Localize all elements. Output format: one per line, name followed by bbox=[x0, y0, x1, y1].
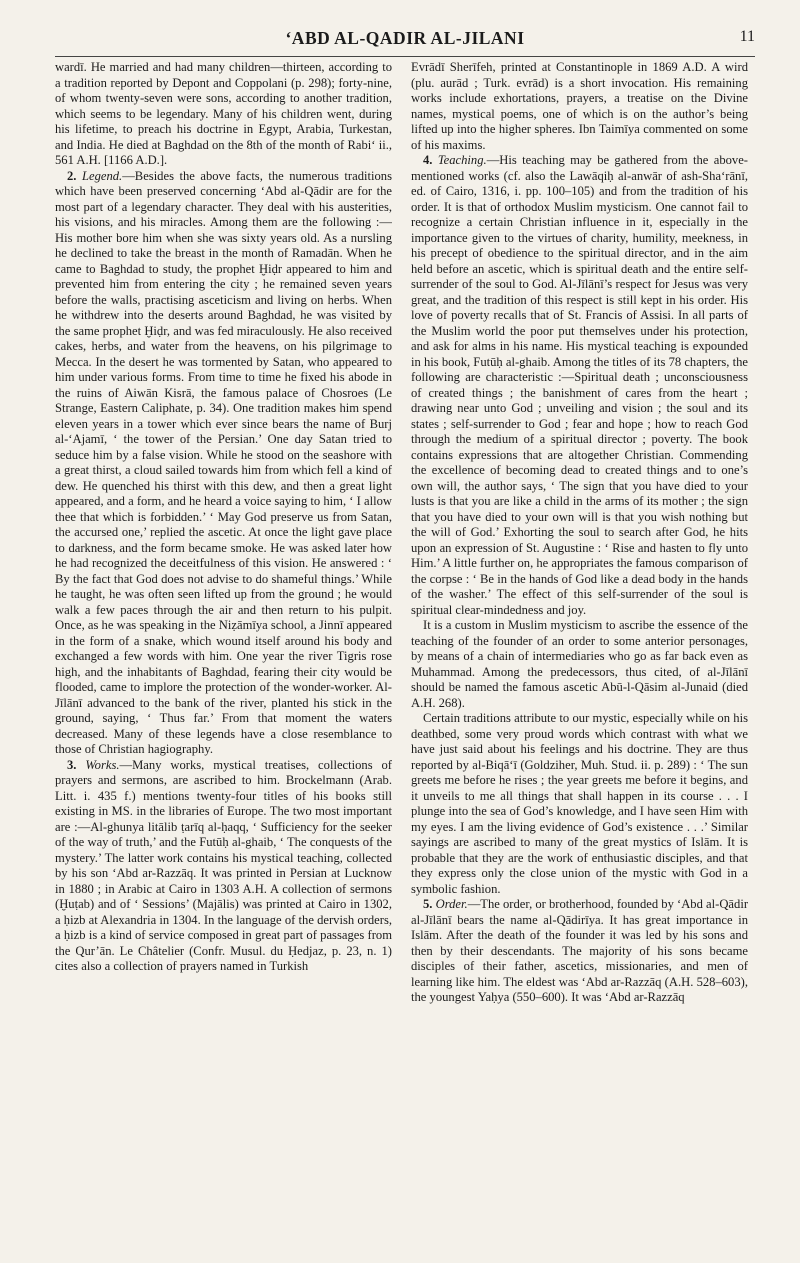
page-header bbox=[55, 28, 755, 56]
paragraph: Certain traditions attribute to our mystic, especially while on his deathbed, some very proud words which contrast with what we have just said about his feelings and his doctrine. They are thus reported by al-Biqā‘ī (Goldziher, Muh. Stud. ii. p. 289) : ‘ The sun greets me before he rises ; the year greets me before it begins, and it unveils to me all things that shall happen in its course . . . I plunge into the sea of God’s knowledge, and I have seen Him with my eyes. I am the living evidence of God’s existence . . .’ Similar sayings are ascribed to many of the great mystics of Islām. It is probable that they are the work of enthusiastic disciples, and that they express only the close union of the mystic with God in a symbolic fashion. bbox=[411, 711, 748, 896]
section-title: Legend. bbox=[81, 168, 123, 183]
right-column bbox=[411, 60, 748, 1245]
section-text: —His teaching may be gathered from the above-mentioned works (cf. also the Lawāqiḥ al-anwār of ash-Sha‘rānī, ed. of Cairo, 1316, i. pp. 100–105) and from the tradition of his order. It is that of orthodox Muslim mysticism. One cannot fail to recognize a certain Christian influence in it, especially in the importance given to the virtues of charity, humility, meekness, in his precept of obedience to the spiritual director, and in the aim held before an ascetic, which is spiritual death and the entire self-surrender of the soul to God. Al-Jīlānī’s respect for Jesus was very great, and the tradition of this respect is still kept in his order. His love of poverty recalls that of St. Francis of Assisi. In all parts of the Muslim world the poor put themselves under his protection, and ask for alms in his name. His mystical teaching is expounded in his book, Futūḥ al-ghaib. Among the titles of its 78 chapters, the following are characteristic :—Spiritual death ; unconsciousness of created things ; the banishment of cares from the heart ; drawing near unto God ; unveiling and vision ; the soul and its states ; self-surrender to God ; fear and hope ; how to reach God through the medium of a spiritual director ; poverty. The book contains expressions that are altogether Christian. Commending the excellence of becoming dead to created things and to one’s own will, the author says, ‘ The sign that you have died to your lusts is that you are like a child in the arms of its mother ; the sign that you have died to your own will is that you wish nothing but the will of God.’ Exhorting the soul to search after God, he hits upon an expression of St. Augustine : ‘ Rise and hasten to fly unto Him.’ A little further on, he appropriates the famous comparison of the corpse : ‘ Be in the hands of God like a dead body in the hands of the washer.’ The effect of this self-surrender of the soul is spiritual clear-mindedness and joy. bbox=[411, 153, 748, 617]
section-text: —Besides the above facts, the numerous traditions which have been preserved concerning ‘Abd al-Qādir are for the most part of a legendary character. They deal with his austerities, his visions, and his miracles. Among them are the following :—His mother bore him when she was sixty years old. As a nursling he declined to take the breast in the month of Ramadān. When he came to Baghdad to study, the prophet Ḫiḍr appeared to him and prevented him from entering the city ; he remained seven years before the walls, practising asceticism and living on herbs. When he withdrew into the deserts around Baghdad, he was visited by the same prophet Ḫiḍr, and was fed miraculously. He also received cakes, herbs, and water from the heavens, on his pilgrimage to Mecca. In the desert he was tormented by Satan, who appeared to him under various forms. From time to time he fixed his abode in the ruins of Aiwān Kisrā, the famous palace of Chosroes (Le Strange, Eastern Caliphate, p. 34). One tradition makes him spend eleven years in a tower which ever since bears the name of Burj al-‘Ajamī, ‘ the tower of the Persian.’ One day Satan tried to seduce him by a false vision. While he stood on the seashore with a great thirst, a cloud sailed towards him from which fell a kind of dew. He quenched his thirst with this dew, and then a great light appeared, and a form, and he heard a voice saying to him, ‘ I allow thee that which is forbidden.’ ‘ May God preserve us from Satan, the accursed one,’ replied the ascetic. At once the light gave place to darkness, and the form became smoke. He was asked later how he had recognized the deceitfulness of this vision. He answered : ‘ By the fact that God does not advise to do shameful things.’ While he taught, he was often seen lifted up from the ground ; he would walk a few paces through the air and then return to his pulpit. Once, as he was speaking in the Niẓāmīya school, a Jinnī appeared in the form of a snake, which wound itself around his body and exchanged a few words with him. One year the river Tigris rose high, and the inhabitants of Baghdad, fearing their city would be flooded, came to implore the protection of the wonder-worker. Al-Jīlānī advanced to the bank of the river, planted his stick in the ground, saying, ‘ Thus far.’ From that moment the waters decreased. Many of these legends have a close resemblance to those of Christian hagiography. bbox=[55, 168, 392, 756]
running-title: ‘ABD AL-QADIR AL-JILANI bbox=[285, 28, 525, 48]
header-rule bbox=[55, 56, 755, 57]
section-teaching bbox=[411, 153, 748, 618]
section-number: 3. bbox=[67, 757, 77, 772]
left-column bbox=[55, 60, 392, 1245]
section-text: —The order, or brotherhood, founded by ‘Abd al-Qādir al-Jīlānī bears the name al-Qādirīya. It has great importance in Islām. After the death of the founder it was led by his sons and then by their descendants. The majority of his sons became disciples of their father, ascetics, missionaries, and men of learning like him. The eldest was ‘Abd ar-Razzāq (A.H. 528–603), the youngest Yaḥya (550–600). It was ‘Abd ar-Razzāq bbox=[411, 897, 748, 1004]
section-number: 5. bbox=[423, 897, 433, 911]
section-legend bbox=[55, 169, 392, 758]
paragraph: It is a custom in Muslim mysticism to ascribe the essence of the teaching of the founder of an order to some anterior personages, by means of a chain of intermediaries who go as far back even as Muhammad. Among the predecessors, thus cited, of al-Jīlānī should be named the famous ascetic Abū-l-Qāsim al-Junaid (died A.H. 268). bbox=[411, 618, 748, 710]
section-title: Works. bbox=[85, 757, 120, 772]
section-order bbox=[411, 897, 748, 1006]
section-works bbox=[55, 758, 392, 975]
section-number: 2. bbox=[67, 168, 77, 183]
page-number: 11 bbox=[739, 28, 755, 45]
paragraph: Evrādī Sherīfeh, printed at Constantinople in 1869 A.D. A wird (plu. aurād ; Turk. evrād) is a short invocation. His remaining works include exhortations, prayers, a treatise on the Divine names, mystical poems, one of which is on the author’s being lifted up into the higher spheres. Ibn Taimīya commented on some of his maxims. bbox=[411, 60, 748, 152]
section-text: —Many works, mystical treatises, collections of prayers and sermons, are ascribed to him. Brockelmann (Arab. Litt. i. 435 f.) mentions twenty-four titles of his books still existing in MS. in the libraries of Europe. The two most important are :—Al-ghunya litālib ṭarīq al-ḥaqq, ‘ Sufficiency for the seeker of the way of truth,’ and the Futūḥ al-ghaib, ‘ The conquests of the mystery.’ The latter work contains his mystical teaching, collected by his son ‘Abd ar-Razzāq. It was printed in Persian at Lucknow in 1880 ; in Arabic at Cairo in 1303 A.H. A collection of sermons (Ḫuṭab) and of ‘ Sessions’ (Majālis) was printed at Cairo in 1302, a ḥizb at Alexandria in 1304. In the language of the dervish orders, a ḥizb is a kind of service composed in great part of passages from the Qur’ān. Le Châtelier (Confr. Musul. du Ḥedjaz, p. 23, n. 1) cites also a collection of prayers named in Turkish bbox=[55, 757, 392, 973]
paragraph: wardī. He married and had many children—thirteen, according to a tradition reported by Depont and Coppolani (p. 298); forty-nine, of whom twenty-seven were sons, according to another tradition, which seems to be legendary. Many of his children went, during his lifetime, to preach his doctrine in Egypt, Arabia, Turkestan, and India. He died at Baghdad on the 8th of the month of Rabi‘ ii., 561 A.H. [1166 A.D.]. bbox=[55, 60, 392, 167]
section-number: 4. bbox=[423, 153, 433, 167]
section-title: Order. bbox=[435, 897, 468, 911]
section-title: Teaching. bbox=[437, 153, 487, 167]
